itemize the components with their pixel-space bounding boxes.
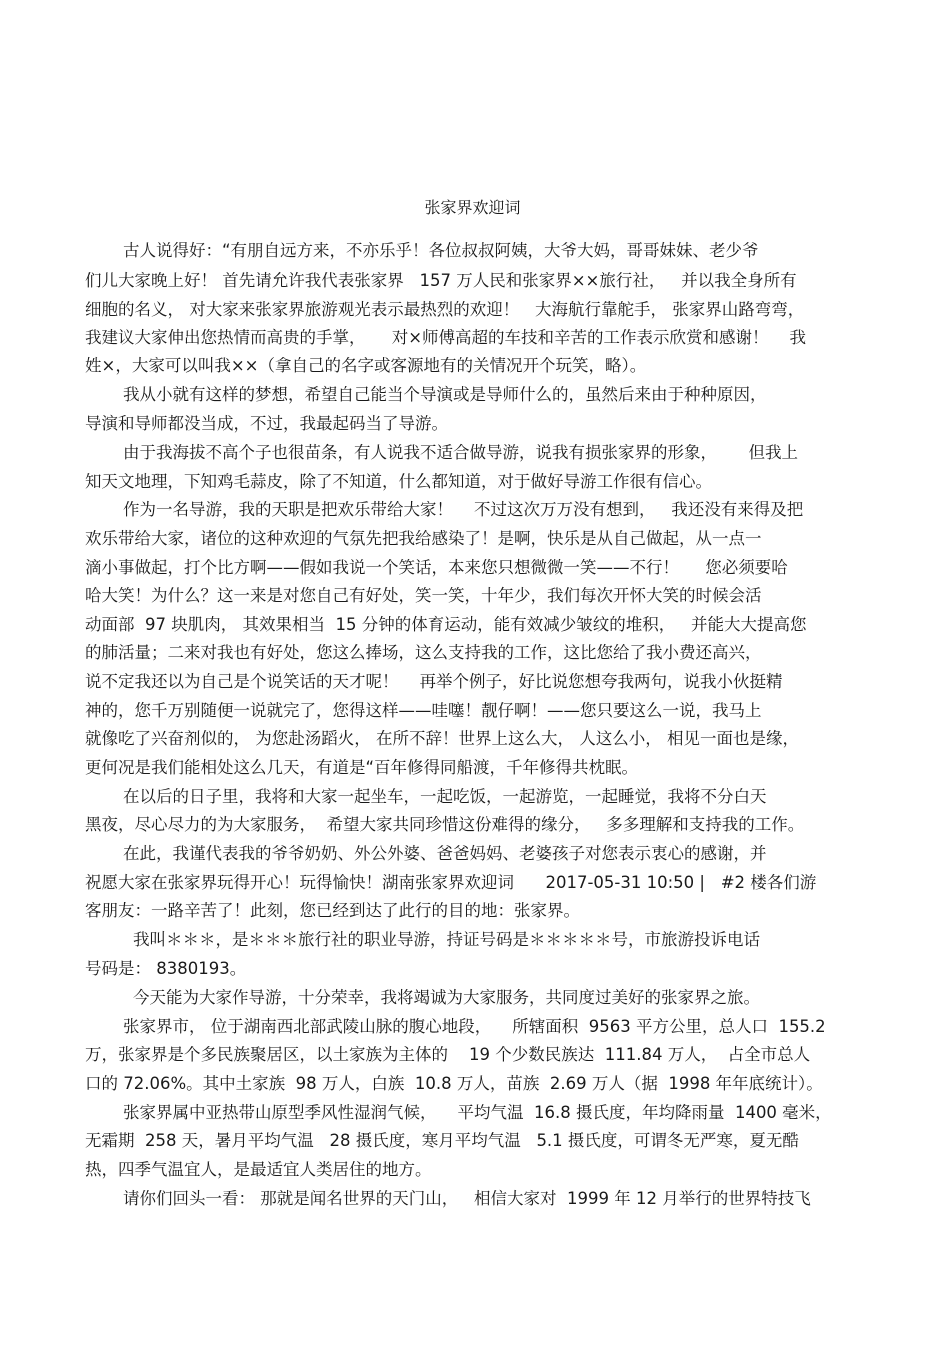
text-line: 口的 72.06%。其中土家族 98 万人，白族 10.8 万人，苗族 2.69 万人（据 1998 年年底统计）。: [85, 1074, 823, 1093]
text-line: 在以后的日子里，我将和大家一起坐车，一起吃饭，一起游览，一起睡觉，我将不分白天: [123, 787, 767, 806]
text-line: 祝愿大家在张家界玩得开心！玩得愉快！湖南张家界欢迎词 2017-05-31 10:50 | #2 楼各们游: [85, 873, 817, 892]
text-line: 号码是： 8380193。: [85, 959, 247, 978]
text-line: 姓×，大家可以叫我××（拿自己的名字或客源地有的关情况开个玩笑，略）。: [85, 356, 647, 375]
text-line: 黑夜，尽心尽力的为大家服务， 希望大家共同珍惜这份难得的缘分， 多多理解和支持我的工作。: [85, 815, 805, 834]
text-line: 客朋友：一路辛苦了！此刻，您已经到达了此行的目的地：张家界。: [85, 901, 580, 920]
text-line: 动面部 97 块肌肉， 其效果相当 15 分钟的体育运动，能有效减少皱纹的堆积， 并能大大提高您: [85, 615, 807, 634]
text-line: 滴小事做起，打个比方啊——假如我说一个笑话，本来您只想微微一笑——不行！ 您必须要哈: [85, 558, 788, 577]
text-line: 知天文地理，下知鸡毛蒜皮，除了不知道，什么都知道，对于做好导游工作很有信心。: [85, 472, 712, 491]
text-line: 欢乐带给大家，诸位的这种欢迎的气氛先把我给感染了！是啊，快乐是从自己做起，从一点一: [85, 529, 762, 548]
text-line: 神的，您千万别随便一说就完了，您得这样——哇噻！靓仔啊！——您只要这么一说，我马上: [85, 701, 762, 720]
text-line: 在此，我谨代表我的爷爷奶奶、外公外婆、爸爸妈妈、老婆孩子对您表示衷心的感谢，并: [123, 844, 767, 863]
text-line: 热，四季气温宜人，是最适宜人类居住的地方。: [85, 1160, 432, 1179]
text-line: 就像吃了兴奋剂似的， 为您赴汤蹈火， 在所不辞！世界上这么大， 人这么小， 相见一面也是缘，: [85, 729, 799, 748]
document-title: 张家界欢迎词: [424, 198, 521, 217]
text-line: 无霜期 258 天，暑月平均气温 28 摄氏度，寒月平均气温 5.1 摄氏度，可谓冬无严寒，夏无酷: [85, 1131, 799, 1150]
text-line: 的肺活量；二来对我也有好处，您这么捧场，这么支持我的工作，这比您给了我小费还高兴，: [85, 643, 762, 662]
text-line: 张家界市， 位于湖南西北部武陵山脉的腹心地段， 所辖面积 9563 平方公里，总人口 155.2: [123, 1017, 826, 1036]
text-line: 由于我海拔不高个子也很苗条，有人说我不适合做导游，说我有损张家界的形象， 但我上: [123, 443, 798, 462]
text-line: 更何况是我们能相处这么几天，有道是“百年修得同船渡，千年修得共枕眠。: [85, 758, 639, 777]
text-line: 哈大笑！为什么？这一来是对您自己有好处，笑一笑，十年少，我们每次开怀大笑的时候会活: [85, 586, 762, 605]
text-line: 万，张家界是个多民族聚居区，以土家族为主体的 19 个少数民族达 111.84 万人， 占全市总人: [85, 1045, 811, 1064]
text-line: 今天能为大家作导游，十分荣幸，我将竭诚为大家服务，共同度过美好的张家界之旅。: [133, 988, 760, 1007]
text-line: 我建议大家伸出您热情而高贵的手掌， 对×师傅高超的车技和辛苦的工作表示欣赏和感谢！ 我: [85, 328, 807, 347]
text-line: 导演和导师都没当成，不过，我最起码当了导游。: [85, 414, 448, 433]
text-line: 我叫＊＊＊，是＊＊＊旅行社的职业导游，持证号码是＊＊＊＊＊号，市旅游投诉电话: [133, 930, 760, 949]
text-line: 们儿大家晚上好！ 首先请允许我代表张家界 157 万人民和张家界××旅行社， 并以我全身所有: [85, 271, 797, 290]
text-line: 我从小就有这样的梦想，希望自己能当个导演或是导师什么的，虽然后来由于种种原因，: [123, 385, 767, 404]
text-line: 古人说得好：“有朋自远方来，不亦乐乎！各位叔叔阿姨，大爷大妈，哥哥妹妹、老少爷: [123, 241, 759, 260]
text-line: 作为一名导游，我的天职是把欢乐带给大家！ 不过这次万万没有想到， 我还没有来得及把: [123, 500, 804, 519]
text-line: 张家界属中亚热带山原型季风性湿润气候， 平均气温 16.8 摄氏度，年均降雨量 1400 毫米，: [123, 1103, 832, 1122]
text-line: 请你们回头一看： 那就是闻名世界的天门山， 相信大家对 1999 年 12 月举行的世界特技飞: [123, 1189, 811, 1208]
text-line: 细胞的名义， 对大家来张家界旅游观光表示最热烈的欢迎！ 大海航行靠舵手， 张家界山路弯弯，: [85, 300, 805, 319]
text-line: 说不定我还以为自己是个说笑话的天才呢！ 再举个例子，好比说您想夸我两句，说我小伙挺精: [85, 672, 783, 691]
